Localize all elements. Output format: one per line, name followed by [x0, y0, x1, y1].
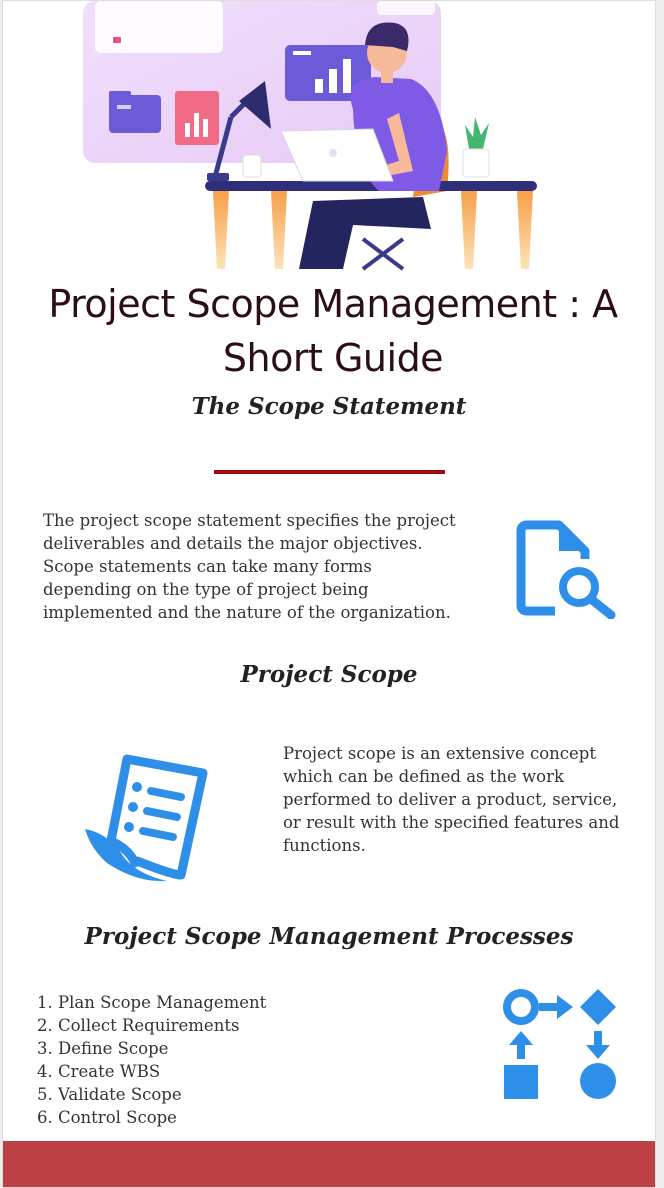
scope-statement-text: The project scope statement specifies the project deliverables and details the major objectives. Scope statements can take many forms depending on the type of project being implemented and the nature of the organization.	[43, 511, 456, 622]
processes-heading: Project Scope Management Processes	[84, 923, 574, 950]
list-item: 1. Plan Scope Management	[37, 993, 267, 1012]
page	[2, 0, 656, 1188]
process-flow-icon	[501, 987, 621, 1103]
list-item: 4. Create WBS	[37, 1062, 161, 1081]
scope-statement-heading: The Scope Statement	[191, 393, 467, 420]
document-list-icon	[77, 745, 217, 883]
processes-list	[37, 991, 266, 1129]
list-item: 5. Validate Scope	[37, 1085, 182, 1104]
person-at-desk-illustration	[3, 1, 655, 271]
project-scope-text: Project scope is an extensive concept which can be defined as the work performed to deliver a product, service, or result with the specified features and functions.	[283, 744, 620, 855]
document-search-icon	[515, 519, 617, 619]
heading-divider	[214, 470, 445, 474]
footer-bar	[3, 1141, 655, 1187]
page-title: Project Scope Management : A Short Guide	[48, 282, 618, 380]
list-item: 2. Collect Requirements	[37, 1016, 240, 1035]
project-scope-heading: Project Scope	[240, 661, 418, 688]
list-item: 3. Define Scope	[37, 1039, 169, 1058]
list-item: 6. Control Scope	[37, 1108, 177, 1127]
